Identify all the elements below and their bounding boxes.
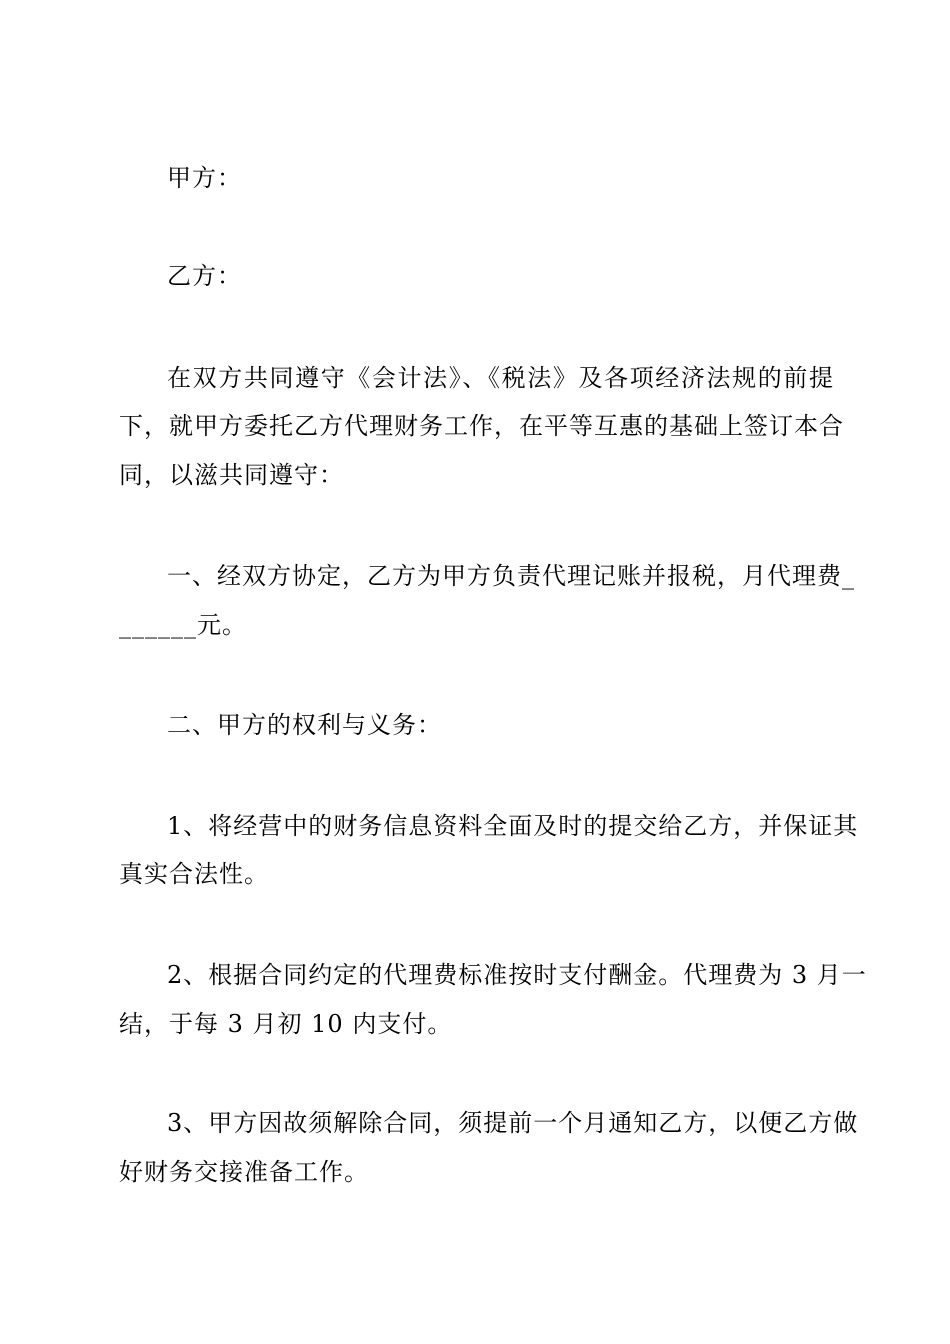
- item-3-line-2: 好财务交接准备工作。: [119, 1158, 369, 1186]
- preamble-line-1: 在双方共同遵守《会计法》、《税法》及各项经济法规的前提: [167, 364, 834, 392]
- preamble-line-2: 下，就甲方委托乙方代理财务工作，在平等互惠的基础上签订本合: [119, 412, 844, 440]
- preamble-line-3: 同，以滋共同遵守：: [119, 461, 344, 489]
- item-1-line-2: 真实合法性。: [119, 860, 269, 888]
- party-a-label: 甲方：: [167, 164, 242, 192]
- clause-2-heading: 二、甲方的权利与义务：: [167, 711, 442, 739]
- party-b-label: 乙方：: [167, 262, 242, 290]
- item-2-line-1: 2、根据合同约定的代理费标准按时支付酬金。代理费为 3 月一: [167, 961, 867, 989]
- clause-1-line-2: ______元。: [119, 611, 247, 639]
- item-2-line-2: 结，于每 3 月初 10 内支付。: [119, 1010, 453, 1038]
- item-3-line-1: 3、甲方因故须解除合同，须提前一个月通知乙方，以便乙方做: [167, 1109, 859, 1137]
- item-1-line-1: 1、将经营中的财务信息资料全面及时的提交给乙方，并保证其: [167, 812, 859, 840]
- clause-1-line-1: 一、经双方协定，乙方为甲方负责代理记账并报税，月代理费_: [167, 562, 855, 590]
